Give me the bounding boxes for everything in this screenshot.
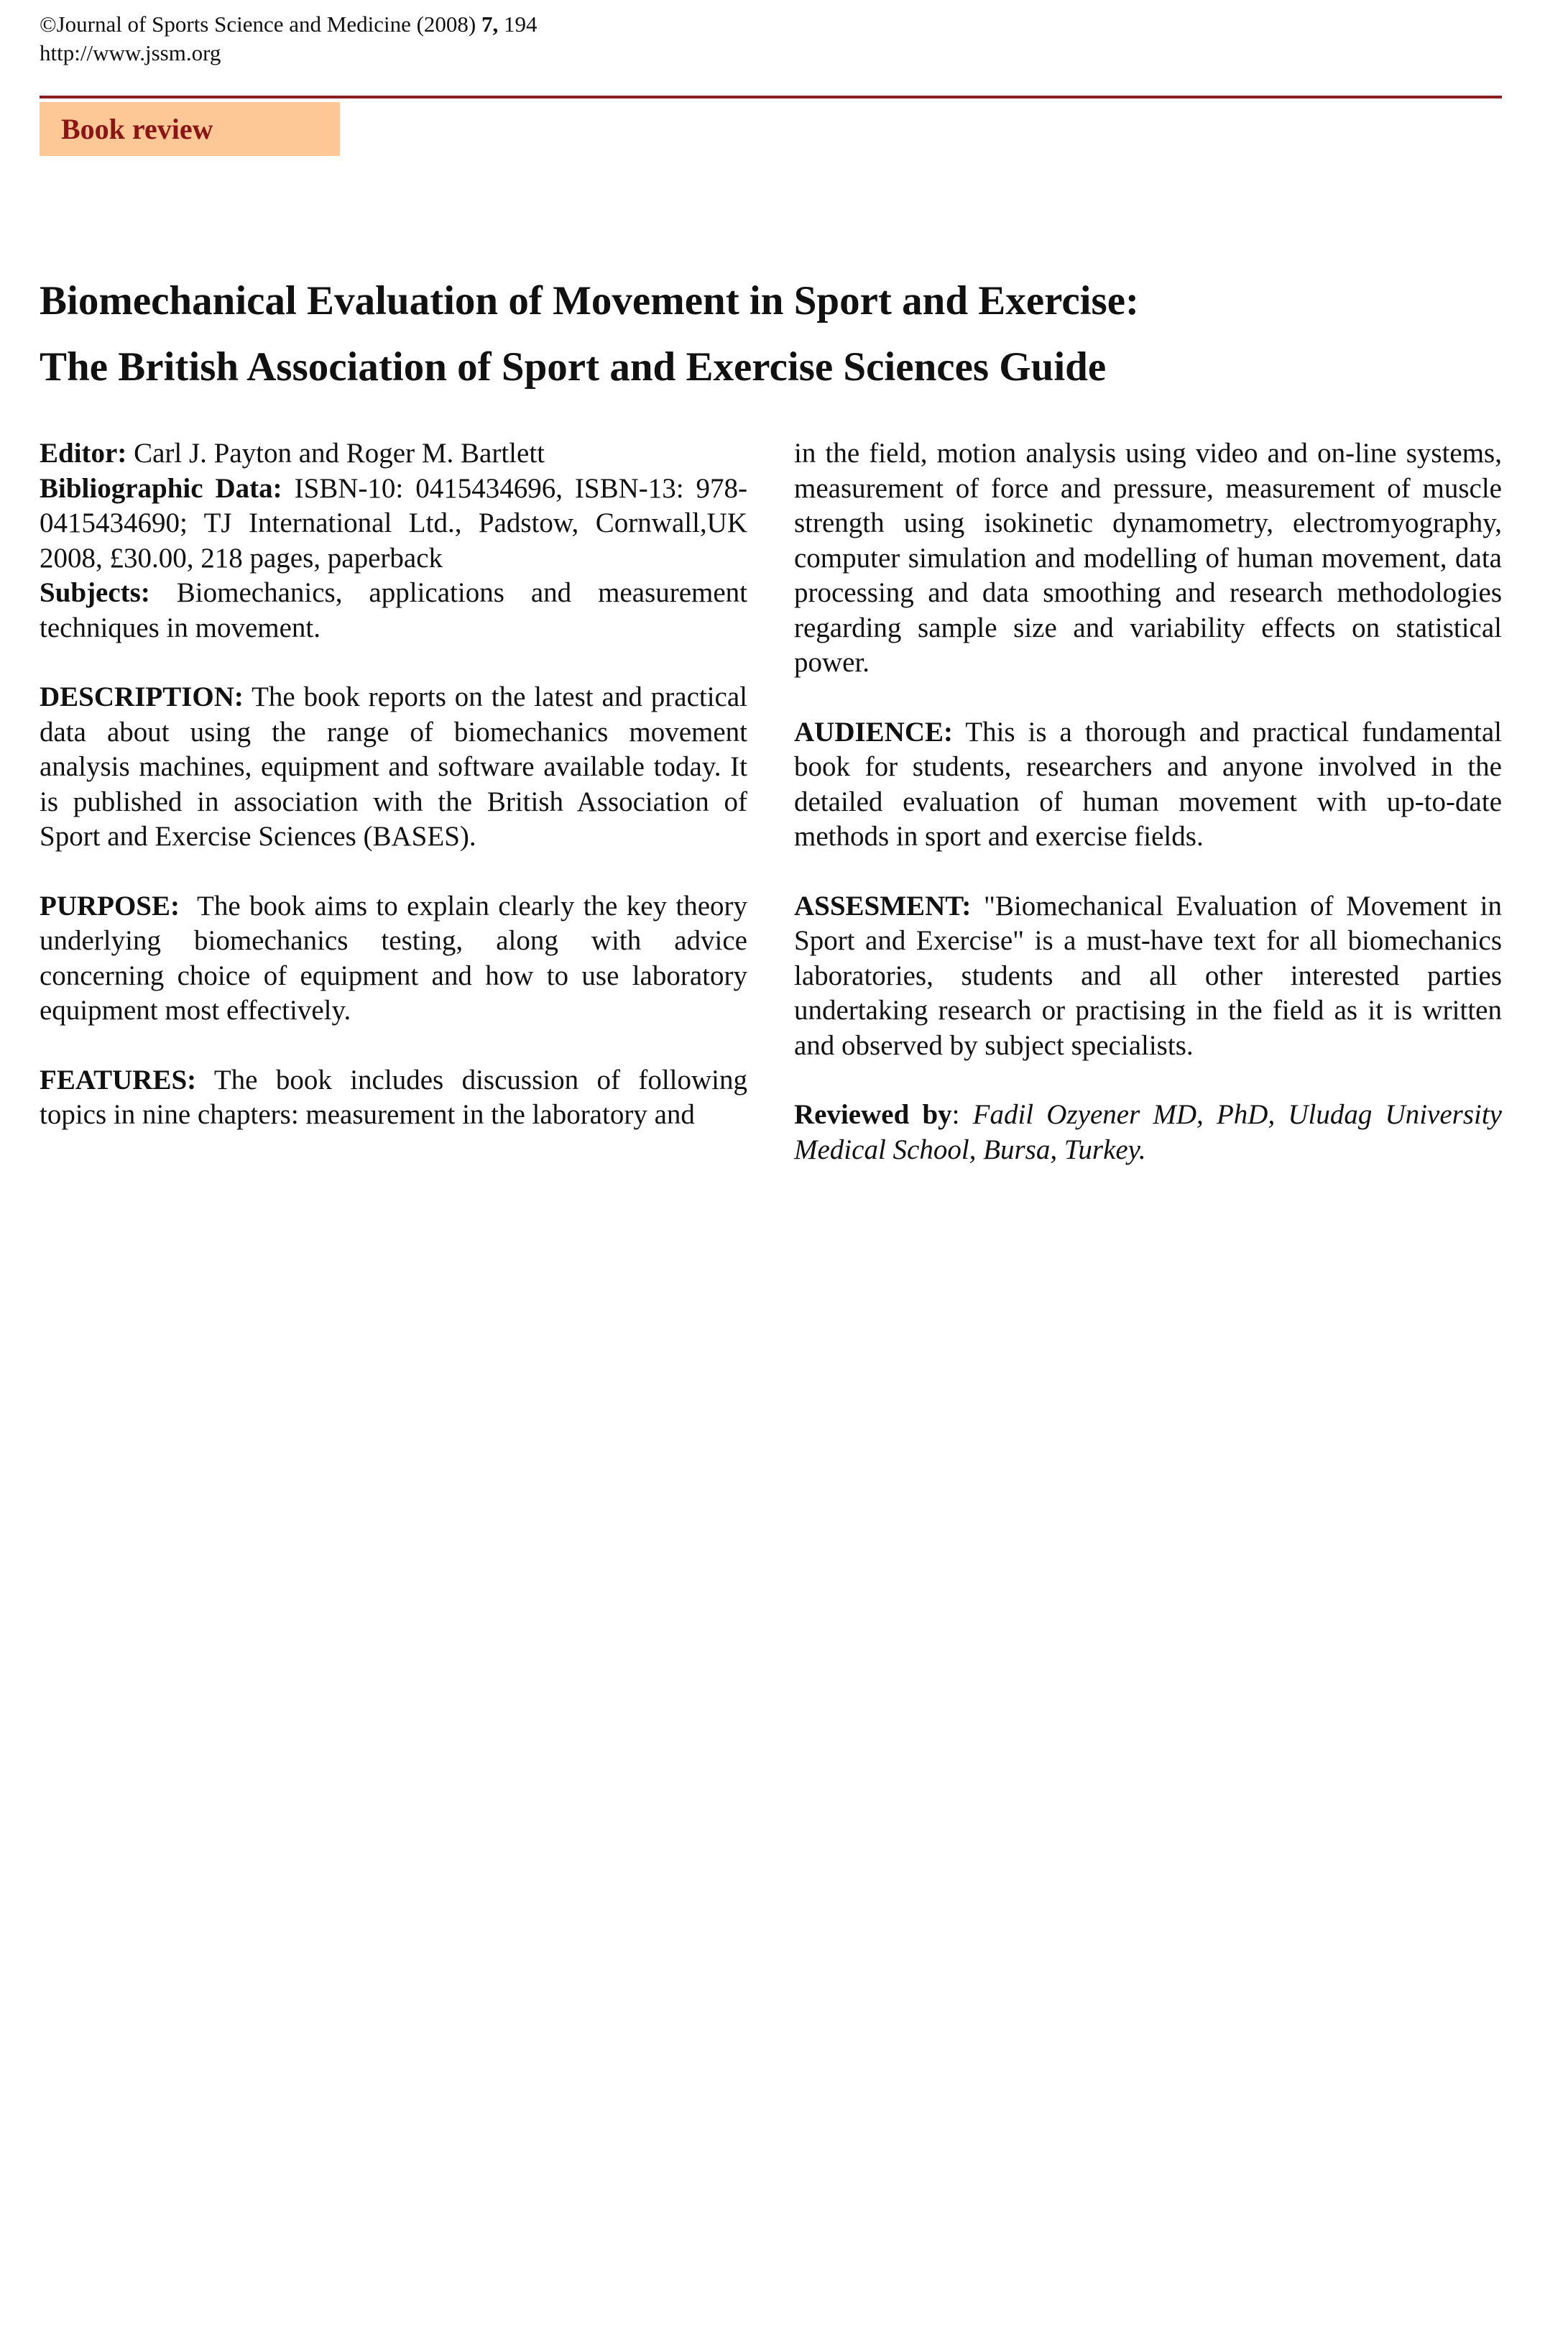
title-line-1: Biomechanical Evaluation of Movement in Sport and Exercise:: [40, 278, 1139, 323]
section-label: Book review: [40, 102, 340, 156]
biblio-value: ISBN-10: 0415434696, ISBN-13: 978-0415434690; TJ International Ltd., Padstow, Cornwall,UK 2008, £30.00, 218 pages, paperback: [40, 472, 748, 574]
purpose-text: The book aims to explain clearly the key theory underlying biomechanics testing, along with advice concerning choice of equipment and how to use laboratory equipment most effectively.: [40, 890, 755, 1026]
article-title: [40, 268, 1505, 400]
description-text: The book reports on the latest and practical data about using the range of biomechanics movement analysis machines, equipment and software available today. It is published in association with the British Association of Sport and Exercise Sciences (BASES).: [40, 681, 747, 852]
purpose-paragraph: [40, 889, 755, 1029]
editor-value: Carl J. Payton and Roger M. Bartlett: [126, 438, 545, 469]
editor-line: [40, 436, 747, 472]
journal-citation: [40, 10, 538, 39]
reviewed-label: Reviewed by: [794, 1099, 952, 1130]
title-line-2: The British Association of Sport and Exercise Sciences Guide: [40, 344, 1107, 390]
header-rule: [40, 96, 1502, 98]
audience-label: AUDIENCE:: [794, 716, 954, 748]
reviewed-sep: :: [951, 1099, 973, 1130]
journal-page: 194: [498, 12, 538, 37]
subjects-label: Subjects:: [40, 577, 150, 608]
editor-label: Editor:: [40, 438, 127, 469]
features-paragraph-start: [40, 1063, 747, 1133]
journal-prefix: ©Journal of Sports Science and Medicine (2008): [40, 12, 481, 37]
audience-paragraph: [794, 715, 1502, 855]
reviewer-paragraph: [794, 1098, 1502, 1167]
purpose-label: PURPOSE:: [40, 890, 180, 922]
features-label: FEATURES:: [40, 1064, 197, 1095]
journal-volume: 7,: [481, 12, 499, 37]
assessment-text: "Biomechanical Evaluation of Movement in Sport and Exercise" is a must-have text for all biomechanics laboratories, students and all other interested parties undertaking research or practising in the field as it is written and observed by subject specialists.: [794, 890, 1502, 1061]
biblio-label: Bibliographic Data:: [40, 472, 282, 504]
right-column: [794, 436, 1502, 1167]
features-paragraph-cont: [794, 436, 1502, 681]
audience-text: This is a thorough and practical fundamental book for students, researchers and anyone involved in the detailed evaluation of human movement with up-to-date methods in sport and exercise fields.: [794, 716, 1502, 852]
description-label: DESCRIPTION:: [40, 681, 244, 712]
assessment-paragraph: [794, 889, 1502, 1064]
journal-url: http://www.jssm.org: [40, 40, 221, 65]
left-column: [40, 436, 755, 1133]
subjects-value: Biomechanics, applications and measurement techniques in movement.: [40, 577, 747, 643]
description-paragraph: [40, 680, 747, 855]
biblio-line: [40, 472, 747, 576]
features-text-1: The book includes discussion of following topics in nine chapters: measurement in the laboratory and: [40, 1064, 747, 1130]
assessment-label: ASSESMENT:: [794, 890, 972, 922]
subjects-line: [40, 576, 747, 646]
features-text-2: in the field, motion analysis using video and on-line systems, measurement of force and pressure, measurement of muscle strength using isokinetic dynamometry, electromyography, computer simulation and modelling of human movement, data processing and data smoothing and research methodologies regarding sample size and variability effects on statistical power.: [794, 438, 1502, 678]
reviewer-name: Fadil Ozyener MD, PhD, Uludag University Medical School, Bursa, Turkey.: [794, 1099, 1502, 1165]
